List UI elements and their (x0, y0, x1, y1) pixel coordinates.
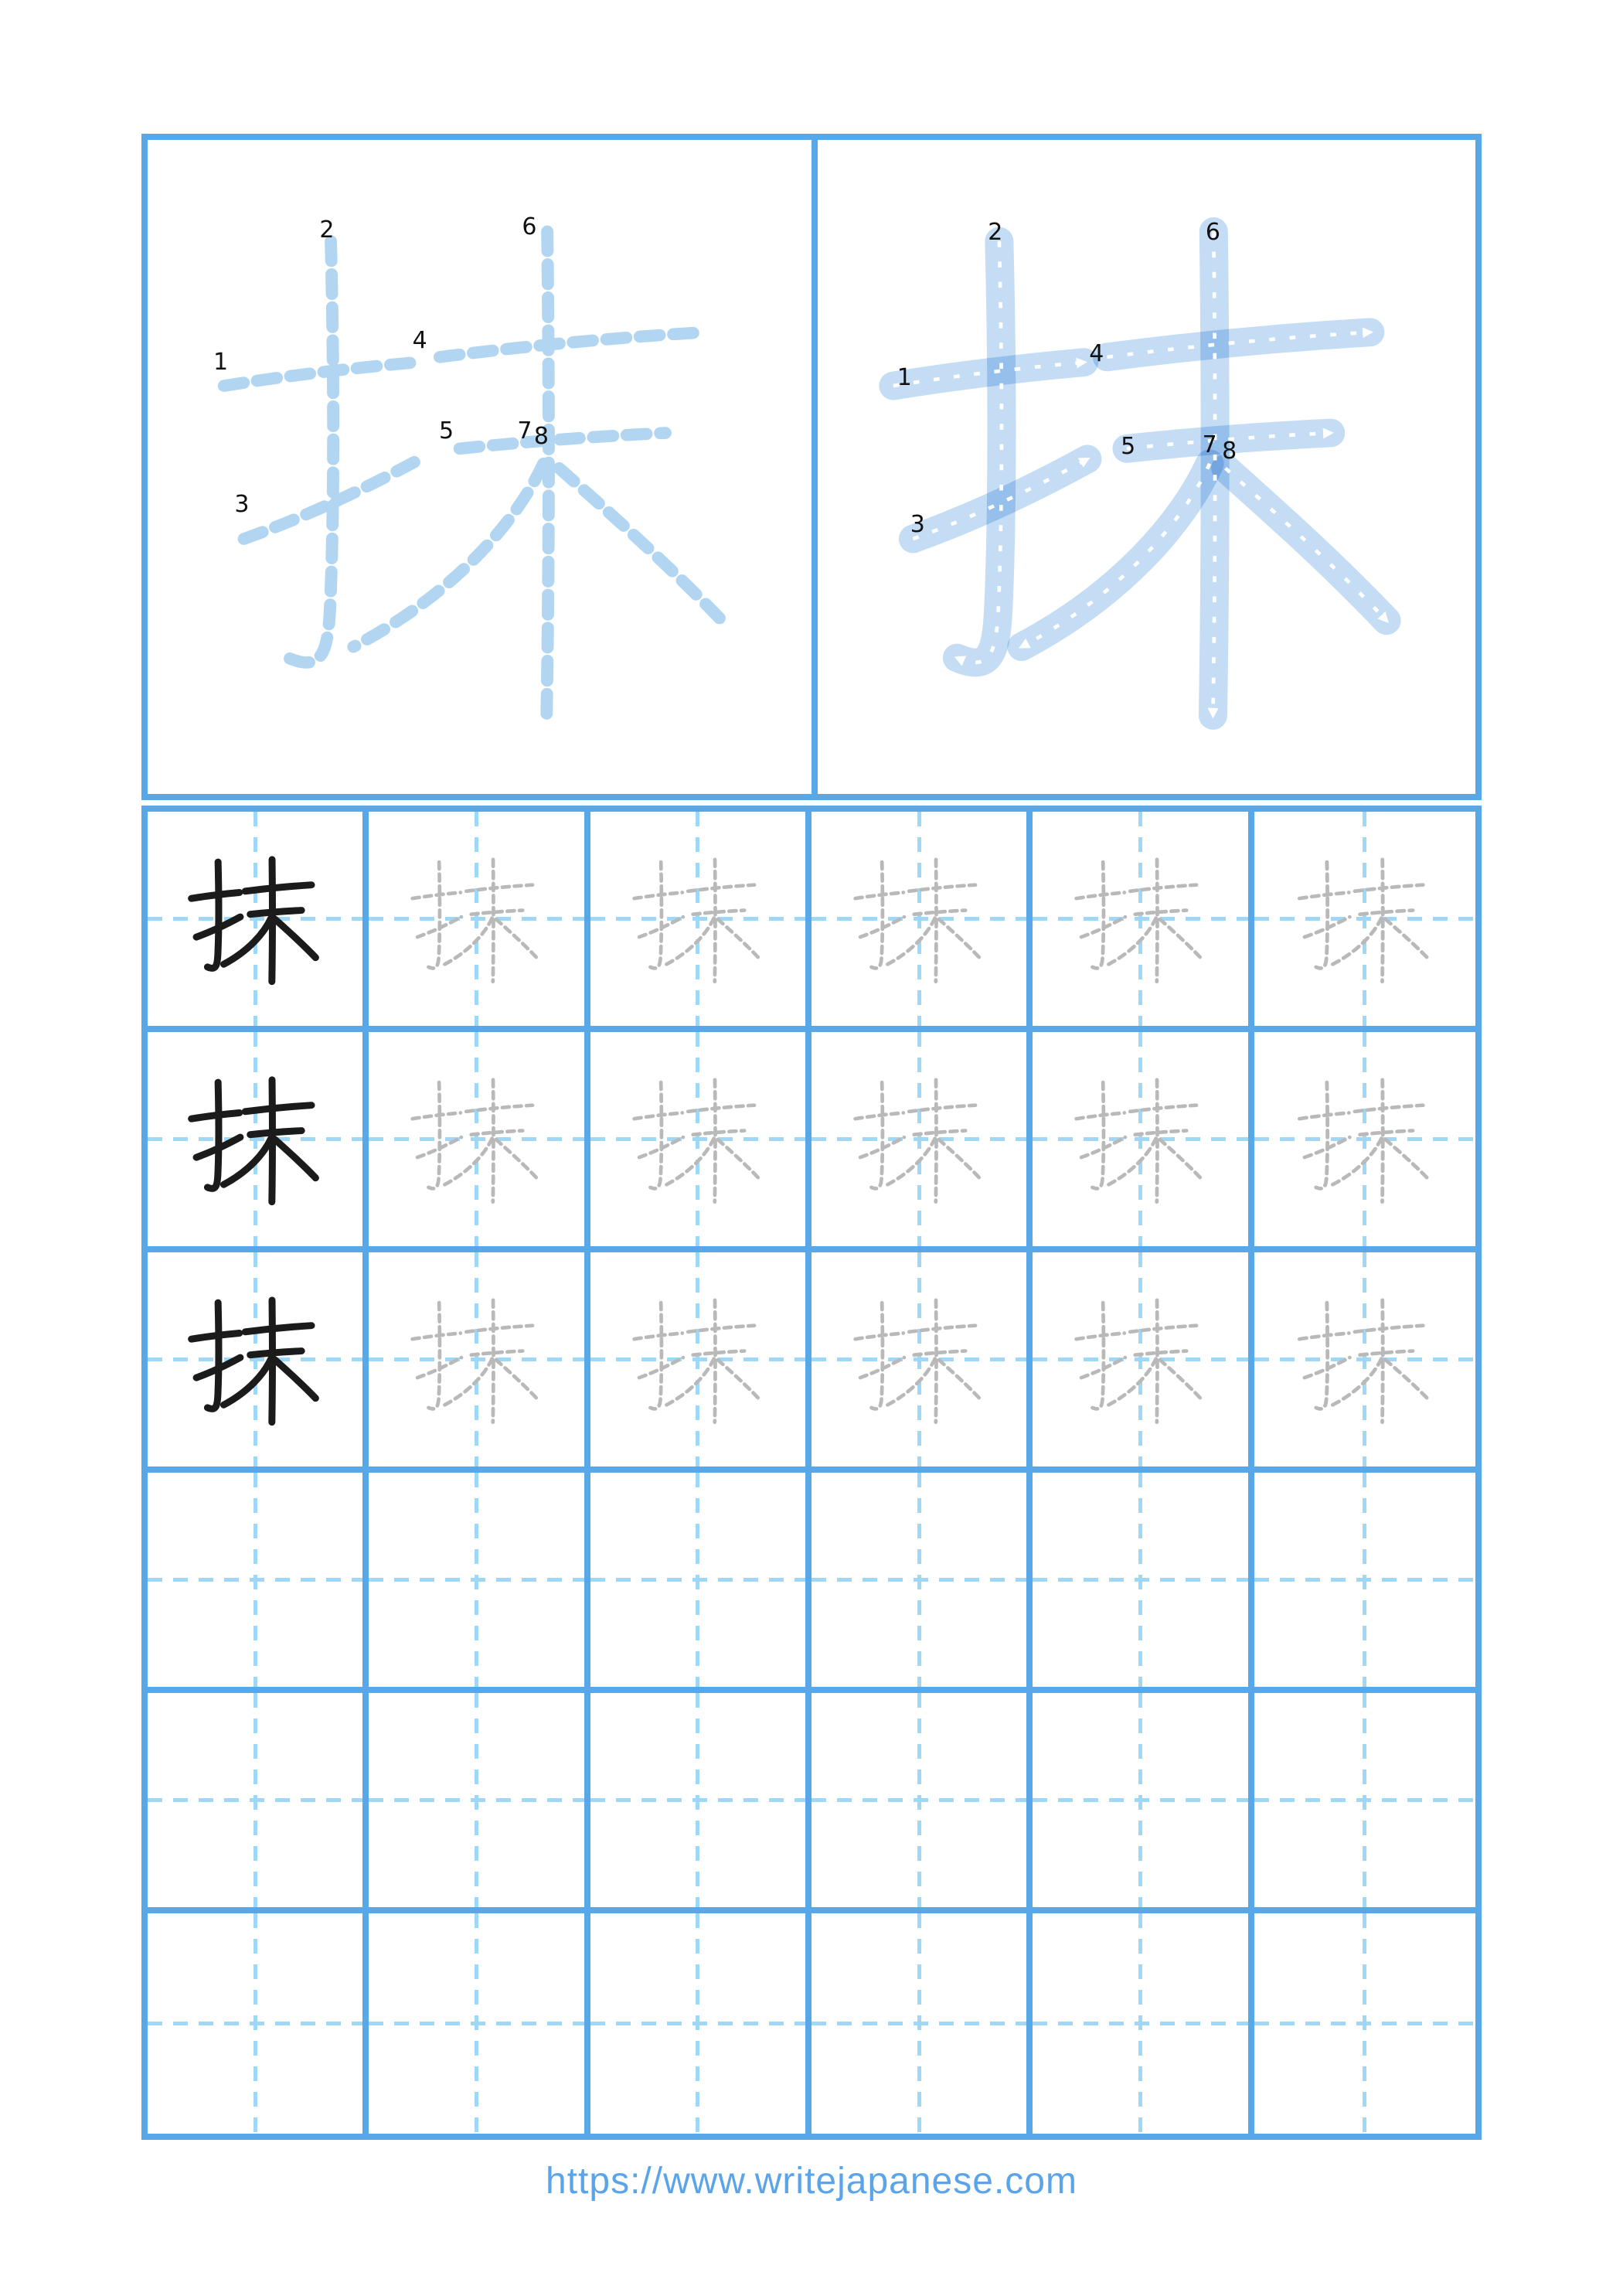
kanji-stroke-5 (692, 910, 743, 914)
stroke-number-label: 6 (1205, 219, 1220, 247)
practice-cell (812, 1473, 1033, 1693)
kanji-stroke-5 (460, 433, 665, 448)
kanji-stroke-7 (666, 1138, 713, 1184)
kanji-stroke-8 (939, 1360, 980, 1398)
kanji-stroke-2 (1093, 862, 1104, 968)
kanji-stroke-4 (909, 1105, 975, 1112)
kanji-stroke-8 (1385, 1139, 1427, 1178)
kanji-stroke-1 (634, 1112, 682, 1119)
stroke-number-label: 2 (988, 219, 1003, 247)
kanji-stroke-7 (445, 1358, 492, 1405)
practice-cell (148, 1032, 369, 1252)
kanji-stroke-7 (666, 918, 713, 964)
kanji-trace-gray (1280, 1057, 1450, 1221)
kanji-stroke-4 (245, 885, 311, 891)
kanji-stroke-7 (887, 1358, 934, 1405)
kanji-stroke-4 (467, 1326, 533, 1332)
kanji-stroke-7 (887, 1138, 934, 1184)
cell-guide-vertical (475, 1473, 478, 1687)
kanji-model-black (172, 836, 338, 1001)
kanji-stroke-7 (1109, 1138, 1156, 1184)
kanji-stroke-7 (1109, 918, 1156, 964)
practice-cell (369, 1913, 590, 2134)
kanji-stroke-1 (413, 1112, 461, 1119)
practice-cell (369, 1252, 590, 1473)
kanji-stroke-7 (1332, 918, 1381, 964)
kanji-stroke-6 (714, 1300, 715, 1422)
cell-guide-vertical (917, 1913, 921, 2134)
kanji-stroke-1 (1299, 1333, 1349, 1339)
kanji-model-black (172, 1277, 338, 1442)
kanji-trace-gray (836, 1057, 1002, 1221)
kanji-trace-gray (615, 1057, 781, 1221)
practice-cell (148, 1693, 369, 1913)
stroke-number-label: 3 (234, 491, 250, 519)
kanji-stroke-1 (413, 892, 461, 898)
cell-guide-vertical (253, 1473, 257, 1687)
kanji-stroke-8 (1160, 919, 1201, 958)
cell-guide-vertical (475, 1913, 478, 2134)
kanji-stroke-4 (467, 885, 533, 891)
stroke-number-label: 4 (412, 326, 427, 354)
kanji-stroke-6 (714, 1080, 715, 1202)
kanji-stroke-8 (1160, 1139, 1201, 1178)
kanji-stroke-5 (692, 1130, 743, 1134)
kanji-stroke-2 (429, 1082, 440, 1188)
kanji-stroke-6 (1382, 860, 1383, 982)
kanji-stroke-1 (856, 1333, 903, 1339)
kanji-stroke-2 (207, 1082, 218, 1188)
practice-cell (590, 1913, 812, 2134)
kanji-stroke-4 (1355, 885, 1423, 891)
kanji-stroke-8 (496, 919, 537, 958)
kanji-stroke-7 (445, 1138, 492, 1184)
kanji-stroke-8 (496, 1360, 537, 1398)
kanji-stroke-1 (224, 363, 417, 386)
kanji-stroke-4 (1355, 1326, 1423, 1332)
kanji-stroke-4 (440, 332, 706, 357)
kanji-stroke-5 (471, 1130, 522, 1134)
stroke-number-label: 5 (1121, 432, 1136, 460)
cell-guide-vertical (917, 1693, 921, 1907)
practice-cell (590, 1473, 812, 1693)
practice-cell (369, 1693, 590, 1913)
kanji-stroke-8 (560, 468, 722, 621)
kanji-stroke-2 (207, 862, 218, 968)
kanji-stroke-4 (245, 1105, 311, 1112)
kanji-trace-gray (1057, 836, 1223, 1001)
kanji-stroke-5 (914, 1351, 965, 1354)
kanji-stroke-5 (471, 1351, 522, 1354)
kanji-stroke-7 (887, 918, 934, 964)
practice-cell (369, 1473, 590, 1693)
kanji-stroke-6 (493, 1080, 494, 1202)
practice-cell (1254, 1473, 1475, 1693)
kanji-model-black (172, 1057, 338, 1221)
practice-cell (1254, 1032, 1475, 1252)
footer (141, 2160, 1482, 2202)
kanji-stroke-2 (1093, 1082, 1104, 1188)
kanji-stroke-6 (1157, 1080, 1158, 1202)
kanji-stroke-7 (1332, 1138, 1381, 1184)
kanji-stroke-1 (1077, 1112, 1125, 1119)
kanji-stroke-7 (666, 1358, 713, 1405)
cell-guide-vertical (917, 1473, 921, 1687)
kanji-stroke-8 (718, 919, 759, 958)
kanji-stroke-6 (1157, 860, 1158, 982)
stroke-number-label: 7 (1202, 431, 1217, 459)
cell-guide-vertical (253, 1693, 257, 1907)
kanji-trace-svg (818, 140, 1475, 794)
practice-cell (1254, 1693, 1475, 1913)
kanji-stroke-4 (688, 1105, 754, 1112)
kanji-stroke-5 (914, 910, 965, 914)
kanji-stroke-1 (1299, 892, 1349, 898)
practice-cell (590, 1032, 812, 1252)
kanji-stroke-2 (1093, 1303, 1104, 1409)
kanji-trace-gray (393, 836, 559, 1001)
kanji-stroke-2 (650, 862, 661, 968)
stroke-number-label: 6 (522, 213, 537, 241)
kanji-stroke-1 (634, 1333, 682, 1339)
kanji-stroke-7 (445, 918, 492, 964)
stroke-number-label: 8 (1222, 437, 1237, 465)
kanji-stroke-2 (871, 1082, 882, 1188)
kanji-stroke-1 (856, 1112, 903, 1119)
kanji-stroke-2 (1315, 1303, 1327, 1409)
kanji-trace-gray (393, 1057, 559, 1221)
kanji-stroke-8 (1385, 1360, 1427, 1398)
stroke-number-label: 8 (533, 423, 549, 451)
practice-cell (148, 812, 369, 1032)
kanji-stroke-7 (1109, 1358, 1156, 1405)
cell-guide-vertical (696, 1473, 699, 1687)
cell-guide-vertical (253, 1913, 257, 2134)
kanji-stroke-4 (467, 1105, 533, 1112)
kanji-stroke-6 (493, 860, 494, 982)
kanji-stroke-8 (939, 1139, 980, 1178)
kanji-stroke-2 (429, 1303, 440, 1409)
kanji-stroke-4 (245, 1326, 311, 1332)
practice-cell (1033, 1032, 1254, 1252)
kanji-stroke-8 (275, 1139, 316, 1178)
kanji-trace-gray (1057, 1277, 1223, 1442)
kanji-stroke-4 (1355, 1105, 1423, 1112)
kanji-stroke-2 (207, 1303, 218, 1409)
stroke-number-label: 3 (910, 511, 925, 539)
practice-cell (1033, 812, 1254, 1032)
kanji-stroke-2 (1315, 862, 1327, 968)
kanji-stroke-2 (871, 862, 882, 968)
practice-cell (812, 1032, 1033, 1252)
kanji-stroke-4 (688, 885, 754, 891)
kanji-stroke-8 (718, 1360, 759, 1398)
practice-cell (812, 1913, 1033, 2134)
kanji-stroke-4 (1131, 1105, 1197, 1112)
cell-guide-vertical (1363, 1913, 1366, 2134)
kanji-stroke-8 (496, 1139, 537, 1178)
kanji-stroke-5 (914, 1130, 965, 1134)
cell-guide-vertical (1363, 1473, 1366, 1687)
kanji-stroke-5 (1359, 1130, 1412, 1134)
kanji-stroke-5 (1359, 910, 1412, 914)
kanji-stroke-8 (275, 1360, 316, 1398)
kanji-stroke-7 (1332, 1358, 1381, 1405)
stroke-number-label: 1 (897, 363, 912, 391)
kanji-stroke-6 (936, 860, 937, 982)
kanji-stroke-6 (1382, 1080, 1383, 1202)
kanji-stroke-6 (493, 1300, 494, 1422)
stroke-number-label: 7 (517, 417, 532, 445)
kanji-trace-gray (836, 1277, 1002, 1442)
practice-cell (148, 1473, 369, 1693)
kanji-stroke-2 (650, 1303, 661, 1409)
kanji-trace-gray (1280, 1277, 1450, 1442)
practice-cell (369, 812, 590, 1032)
kanji-stroke-4 (909, 1326, 975, 1332)
cell-guide-vertical (696, 1693, 699, 1907)
kanji-stroke-2 (1315, 1082, 1327, 1188)
kanji-stroke-8 (275, 919, 316, 958)
kanji-stroke-7 (353, 464, 543, 647)
cell-guide-vertical (1138, 1473, 1142, 1687)
practice-cell (1254, 1252, 1475, 1473)
kanji-stroke-2 (650, 1082, 661, 1188)
stroke-number-label: 2 (319, 216, 335, 244)
practice-cell (812, 1693, 1033, 1913)
stroke-number-label: 5 (439, 417, 454, 445)
kanji-stroke-5 (471, 910, 522, 914)
example-row (141, 134, 1482, 800)
practice-cell (1033, 1473, 1254, 1693)
kanji-stroke-2 (957, 241, 1002, 663)
kanji-stroke-2 (288, 241, 333, 663)
site-url[interactable]: https://www.writejapanese.com (546, 2161, 1077, 2202)
practice-cell (590, 1252, 812, 1473)
practice-cell (812, 812, 1033, 1032)
cell-guide-vertical (696, 1913, 699, 2134)
practice-cell (1033, 1913, 1254, 2134)
practice-cell (812, 1252, 1033, 1473)
kanji-stroke-4 (1131, 885, 1197, 891)
kanji-stroke-2 (429, 862, 440, 968)
kanji-stroke-8 (1160, 1360, 1201, 1398)
kanji-stroke-6 (1382, 1300, 1383, 1422)
kanji-stroke-order-svg (148, 140, 812, 794)
kanji-trace-gray (615, 836, 781, 1001)
practice-grid (141, 806, 1482, 2140)
practice-cell (148, 1252, 369, 1473)
kanji-stroke-4 (909, 885, 975, 891)
kanji-stroke-5 (1135, 1130, 1186, 1134)
practice-cell (1033, 1252, 1254, 1473)
kanji-stroke-1 (634, 892, 682, 898)
kanji-stroke-2 (871, 1303, 882, 1409)
practice-cell (590, 1693, 812, 1913)
kanji-stroke-5 (1135, 1351, 1186, 1354)
kanji-stroke-8 (1385, 919, 1427, 958)
practice-cell (1033, 1693, 1254, 1913)
kanji-stroke-8 (939, 919, 980, 958)
stroke-order-diagram (148, 140, 812, 794)
kanji-stroke-5 (692, 1351, 743, 1354)
cell-guide-vertical (1138, 1913, 1142, 2134)
practice-cell (148, 1913, 369, 2134)
practice-cell (590, 812, 812, 1032)
kanji-stroke-1 (1077, 1333, 1125, 1339)
kanji-stroke-4 (1131, 1326, 1197, 1332)
cell-guide-vertical (1363, 1693, 1366, 1907)
kanji-stroke-1 (413, 1333, 461, 1339)
kanji-trace-gray (615, 1277, 781, 1442)
kanji-stroke-4 (688, 1326, 754, 1332)
kanji-stroke-1 (856, 892, 903, 898)
kanji-trace-gray (1057, 1057, 1223, 1221)
stroke-trace-diagram (812, 140, 1475, 794)
practice-cell (1254, 812, 1475, 1032)
kanji-trace-gray (836, 836, 1002, 1001)
kanji-stroke-5 (1359, 1351, 1412, 1354)
kanji-stroke-1 (1077, 892, 1125, 898)
practice-cell (369, 1032, 590, 1252)
stroke-number-label: 4 (1089, 339, 1104, 367)
kanji-stroke-6 (936, 1300, 937, 1422)
kanji-stroke-6 (1157, 1300, 1158, 1422)
kanji-stroke-1 (1299, 1112, 1349, 1119)
kanji-trace-gray (1280, 836, 1450, 1001)
kanji-stroke-6 (714, 860, 715, 982)
cell-guide-vertical (1138, 1693, 1142, 1907)
cell-guide-vertical (475, 1693, 478, 1907)
kanji-stroke-6 (936, 1080, 937, 1202)
practice-cell (1254, 1913, 1475, 2134)
stroke-number-label: 1 (213, 348, 229, 376)
kanji-stroke-8 (718, 1139, 759, 1178)
kanji-stroke-6 (546, 231, 549, 715)
practice-sheet (141, 134, 1482, 2202)
kanji-trace-gray (393, 1277, 559, 1442)
kanji-stroke-5 (1135, 910, 1186, 914)
